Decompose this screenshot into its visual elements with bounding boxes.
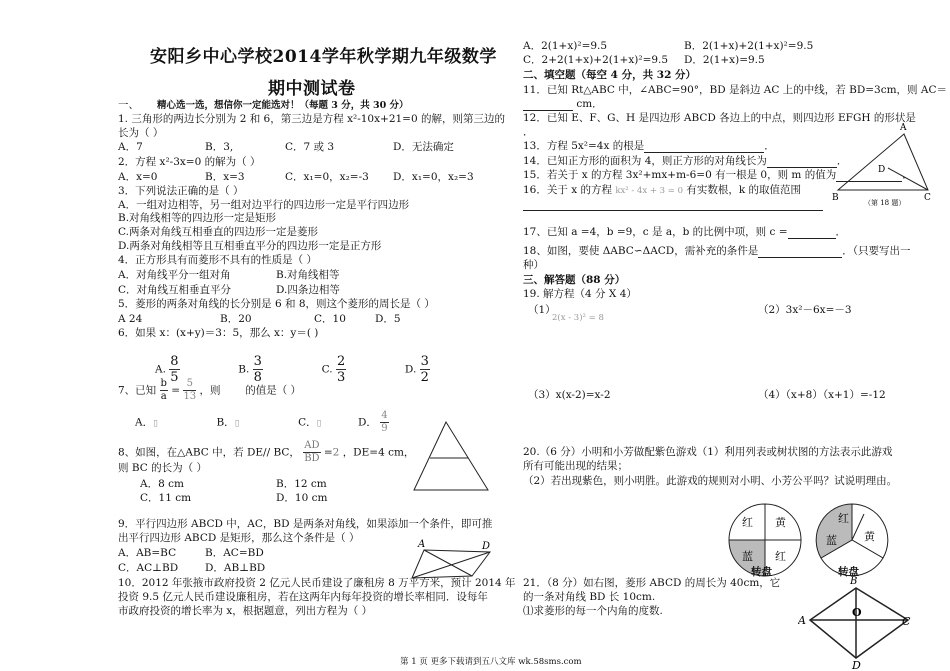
svg-text:D: D <box>482 541 491 552</box>
q2-text: 2．方程 x²-3x=0 的解为（ ） <box>118 156 261 168</box>
q19-part1-label: （1） <box>528 304 556 316</box>
q6-opt-a-label: A. <box>155 363 166 376</box>
q8-text3: 则 BC 的长为（ ） <box>118 462 207 474</box>
q2-opt-b: B．x=3 <box>205 171 245 183</box>
q5-opt-a: A 24 <box>118 313 143 325</box>
q11-line2 <box>523 98 603 111</box>
q19-part1-equation: 2(x - 3)² = 8 <box>552 313 604 323</box>
q5-opt-d: D．5 <box>375 313 401 325</box>
q3-opt-c: C.两条对角线互相垂直的四边形一定是菱形 <box>118 226 318 238</box>
q4-text: 4．正方形具有而菱形不具有的性质是（ ） <box>118 254 318 266</box>
q8-opt-d: D．10 cm <box>276 492 328 504</box>
svg-text:C: C <box>902 615 911 628</box>
q6-opt-d-frac: $\frac{3}{2}$ <box>420 354 429 385</box>
q10-opt-b: B．2(1+x)+2(1+x)²=9.5 <box>684 40 814 52</box>
q6-opt-c-label: C. <box>321 363 333 376</box>
spinner-2-yellow: 黄 <box>864 530 875 543</box>
svg-text:B: B <box>850 576 858 587</box>
spinner-2-caption: 转盘 <box>838 566 859 578</box>
q2-opt-c: C．x₁=0，x₂=-3 <box>285 171 369 183</box>
q9-opt-c: C．AC⊥BD <box>118 562 179 574</box>
spinner-1-yellow: 黄 <box>775 516 786 529</box>
q6-opt-c-frac: $\frac{2}{3}$ <box>336 354 346 385</box>
q7-opt-c: C． <box>298 416 317 429</box>
q10-opt-c: C．2+2(1+x)+2(1+x)²=9.5 <box>523 54 669 66</box>
q21-line1: 21．（8 分）如右图，菱形 ABCD 的周长为 40cm，它 <box>523 577 781 589</box>
q7-ratio-frac: $\frac{b}{a}$ <box>160 378 167 402</box>
q7-options: A．▯ B．▯ C．▯ D． $\frac{4}{9}$ <box>135 410 388 434</box>
spinner-2-red: 红 <box>838 512 849 525</box>
q18-text-b: ．（只要写出一 <box>842 245 911 257</box>
spinner-1-red-a: 红 <box>742 516 753 529</box>
q8-text2: ，DE=4 cm， <box>342 446 415 459</box>
q9-opt-b: B．AC=BD <box>205 547 264 559</box>
q4-opt-b: B.对角线相等 <box>276 269 340 281</box>
q16 <box>523 184 801 198</box>
q12-line1: 12．已知 E、F、G、H 是四边形 ABCD 各边上的中点，则四边形 EFGH 的形状是 <box>523 112 916 124</box>
q7-opt-b: B． <box>216 416 235 429</box>
q6-opt-d-label: D. <box>404 363 417 376</box>
q20-line3: （2）若出现紫色，则小明胜。此游戏的规则对小明、小芳公平吗？试说明理由。 <box>523 475 898 487</box>
section2-heading: 二、填空题（每空 4 分，共 32 分） <box>523 69 697 81</box>
q15-pre: 15．若关于 x 的方程 3x²+mx+m-6=0 有一根是 0，则 m 的值为 <box>523 169 837 181</box>
svg-text:B: B <box>832 193 839 203</box>
q9-opt-a: A．AB=BC <box>118 547 177 559</box>
section3-heading: 三、解答题（88 分） <box>523 274 626 286</box>
q9-text1: 9．平行四边形 ABCD 中，AC，BD 是两条对角线，如果添加一个条件，即可推 <box>118 518 493 530</box>
q8-opt-a: A．8 cm <box>140 478 184 490</box>
q13-pre: 13．方程 5x²=4x 的根是 <box>523 140 645 152</box>
q1-opt-c: C．7 或 3 <box>285 141 335 153</box>
q3-text: 3．下列说法正确的是（ ） <box>118 185 244 197</box>
q10-opt-d: D．2(1+x)=9.5 <box>684 54 765 66</box>
q7-pre: 7、已知 <box>118 384 157 397</box>
q13-post: ． <box>764 140 775 152</box>
section1-heading: 精心选一选，想信你一定能选对！（每题 3 分，共 30 分） <box>157 100 409 111</box>
q7-eq: = <box>171 384 181 397</box>
q6-text: 6．如果 x：(x+y)＝3：5，那么 x：y＝( ) <box>118 327 319 339</box>
q20-line1: 20.（6 分）小明和小芳做配紫色游戏（1）利用列表或树状图的方法表示此游戏 <box>523 446 893 458</box>
q5-opt-b: B．20 <box>220 313 252 325</box>
q18-line2: 种） <box>523 259 544 271</box>
q8-opt-b: B．12 cm <box>276 478 327 490</box>
q4-opt-d: D.四条边相等 <box>276 284 340 296</box>
q5-text: 5．菱形的两条对角线的长分别是 6 和 8，则这个菱形的周长是（ ） <box>118 298 435 310</box>
q21-rhombus-figure <box>798 574 918 670</box>
q17-text: 17、已知 a =4，b =9，c 是 a，b 的比例中项，则 c = <box>523 226 788 238</box>
q3-opt-a: A．一组对边相等，另一组对边平行的四边形一定是平行四边形 <box>118 199 410 211</box>
q7-opt-a: A． <box>135 416 154 429</box>
q1-text: 1. 三角形的两边长分别为 2 和 6，第三边是方程 x²-10x+21=0 的解，则第三边的 <box>118 113 506 125</box>
q19-part3: （3）x(x-2)=x-2 <box>528 389 611 401</box>
q11-unit: cm． <box>576 98 603 110</box>
q16-pre: 16．关于 x 的方程 <box>523 184 612 196</box>
spinner-1-red-b: 红 <box>775 550 786 563</box>
svg-text:A: A <box>900 123 907 133</box>
svg-text:D: D <box>878 165 886 175</box>
q14-post: ． <box>836 155 848 167</box>
svg-text:A: A <box>798 614 806 627</box>
q14-pre: 14．已知正方形的面积为 4，则正方形的对角线长为 <box>523 155 767 167</box>
q12-line2: ． <box>523 126 534 138</box>
q6-opt-b-frac: $\frac{3}{8}$ <box>253 354 262 385</box>
q6-opt-b-label: B. <box>238 363 250 376</box>
q7-opt-d: D． <box>357 416 377 429</box>
q2-opt-a: A．x=0 <box>118 171 158 183</box>
svg-text:O: O <box>852 606 862 619</box>
q10-opt-a: A．2(1+x)²=9.5 <box>523 40 608 52</box>
q17 <box>523 226 846 239</box>
q10-line1: 10．2012 年张掖市政府投资 2 亿元人民币建设了廉租房 8 万平方米，预计 2014 年 <box>118 577 516 589</box>
q8-frac: $\frac{AD}{BD}$ <box>304 440 320 464</box>
q9-opt-d: D．AB⊥BD <box>205 562 266 574</box>
spinner-2-blue: 蓝 <box>826 534 837 547</box>
spinner-1-blue: 蓝 <box>742 550 753 563</box>
title-line2: 期中测试卷 <box>268 79 356 99</box>
q18-text: 18、如图，要使 ΔABC∽ΔACD，需补充的条件是 <box>523 245 759 257</box>
svg-text:D: D <box>852 659 861 670</box>
q7-mid: 的值是（ ） <box>245 384 302 397</box>
q19-heading: 19. 解方程（4 分 X 4） <box>523 288 637 300</box>
q19-part2: （2）3x²－6x=－3 <box>758 304 852 316</box>
q18-triangle-figure <box>830 118 940 208</box>
q10-line2: 投资 9.5 亿元人民币建设廉租房，若在这两年内每年投资的增长率相同．设每年 <box>118 591 488 603</box>
q18-figure-caption: （第 18 题） <box>864 199 906 207</box>
q7-text <box>118 378 301 403</box>
q4-opt-c: C．对角线互相垂直平分 <box>118 284 232 296</box>
q21-line2: 的一条对角线 BD 长 10cm. <box>523 591 656 603</box>
q3-opt-b: B.对角线相等的四边形一定是矩形 <box>118 212 277 224</box>
q5-opt-c: C．10 <box>314 313 346 325</box>
q15-post: ． <box>902 169 913 181</box>
q8-frac-value: 2 <box>332 446 340 459</box>
q2-opt-d: D．x₁=0，x₂=3 <box>393 171 474 183</box>
q4-opt-a: A．对角线平分一组对角 <box>118 269 231 281</box>
q8-opt-c: C．11 cm <box>140 492 192 504</box>
q16-equation: kx² - 4x + 3 = 0 <box>615 186 684 196</box>
q7-opt-d-frac: $\frac{4}{9}$ <box>381 410 388 434</box>
q1-opt-d: D．无法确定 <box>393 141 454 153</box>
svg-text:C: C <box>924 193 931 203</box>
page-footer: 第 1 页 更多下载请到五八文库 wk.58sms.com <box>400 657 582 667</box>
q7-value-frac: $\frac{5}{13}$ <box>183 378 197 402</box>
q11-line1: 11．已知 Rt△ABC 中，∠ABC=90°，BD 是斜边 AC 上的中线，若 BD=3cm，则 AC＝ <box>523 84 948 96</box>
q16-post: 有实数根，k 的取值范围 <box>686 184 802 196</box>
q20-line2: 所有可能出现的结果； <box>523 460 628 472</box>
title-line1: 安阳乡中心学校2014学年秋学期九年级数学 <box>150 47 497 67</box>
q19-part4: （4）（x+8）（x+1）=-12 <box>758 389 886 401</box>
q3-opt-d: D.两条对角线相等且互相垂直平分的四边形一定是正方形 <box>118 240 382 252</box>
q14 <box>523 155 847 168</box>
spinner-1-caption: 转盘 <box>751 566 772 578</box>
q16-answer-line <box>523 198 823 211</box>
q13 <box>523 140 775 153</box>
svg-text:A: A <box>418 539 426 550</box>
section1-number: 一、 <box>118 99 139 111</box>
q18-line1 <box>523 245 910 258</box>
q8-text1: 8、如图，在△ABC 中，若 DE// BC， <box>118 446 300 459</box>
q17-post: ． <box>835 226 847 238</box>
q10-line3: 市政府投资的增长率为 x，根据题意，列出方程为（ ） <box>118 605 373 617</box>
q1-opt-a: A．7 <box>118 141 143 153</box>
q21-line3: ⑴求菱形的每一个内角的度数. <box>523 605 663 617</box>
q1-opt-b: B．3, <box>205 141 234 153</box>
q7-post: ，则 <box>199 384 221 397</box>
q9-text2: 出平行四边形 ABCD 是矩形，那么这个条件是（ ） <box>118 532 360 544</box>
q8-text: 8、如图，在△ABC 中，若 DE// BC， $\frac{AD}{BD}$ =2 ，DE=4 cm， <box>118 440 415 464</box>
q6-opt-a-frac: $\frac{8}{5}$ <box>170 354 179 385</box>
q8-triangle-figure <box>408 418 498 498</box>
q1-text2: 长为（ ） <box>118 127 164 139</box>
